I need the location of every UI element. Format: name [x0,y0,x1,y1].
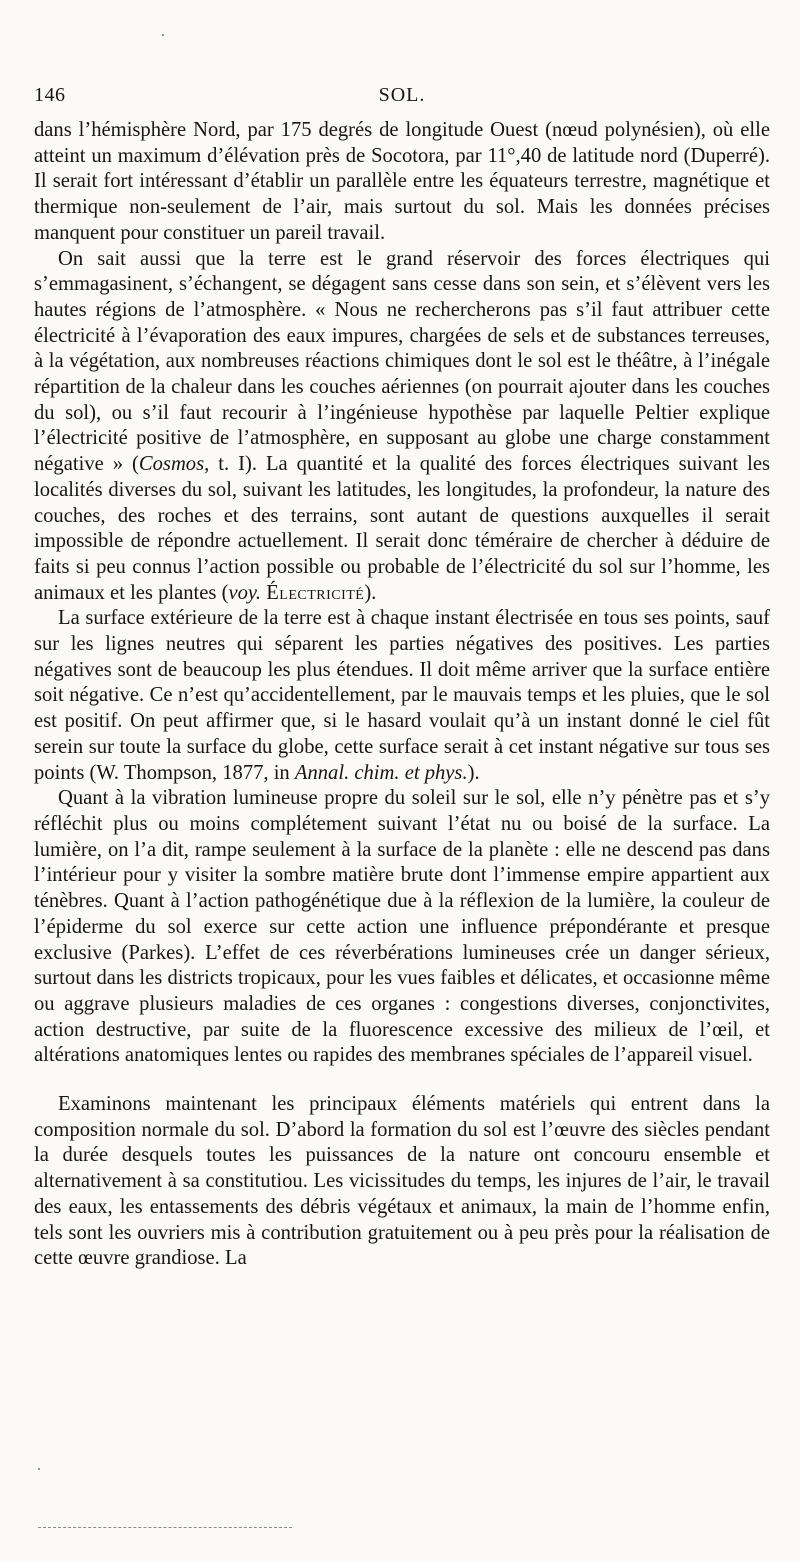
footer-rule [38,1527,292,1528]
paragraph [34,247,770,607]
text-run: Examinons maintenant les principaux éléments matériels qui entrent dans la composition normale du sol. D’abord la formation du sol est l’œuvre des siècles pendant la durée desquels toutes les puissances de la nature ont concouru ensemble et alternativement à sa constitutiou. Les vicissitudes du temps, les injures de l’air, le travail des eaux, les entassements des débris végétaux et animaux, la main de l’homme enfin, tels sont les ouvriers mis à contribution gratuitement ou à peu près pour la réalisation de cette œuvre grandiose. La [34,1093,770,1270]
body-text [34,118,770,1272]
text-run: Quant à la vibration lumineuse propre du soleil sur le sol, elle n’y pénètre pas et s’y réfléchit plus ou moins complétement suivant l’état nu ou boisé de la surface. La lumière, on l’a dit, rampe seulement à la surface de la planète : elle ne descend pas dans l’intérieur pour y visiter la sombre matière brute dont l’immense empire appartient aux ténèbres. Quant à l’action pathogénétique due à la réflexion de la lumière, la couleur de l’épiderme du sol exerce sur cette action une influence prépondérante et presque exclusive (Parkes). L’effet de ces réverbérations lumineuses crée un danger sérieux, surtout dans les districts tropicaux, pour les vues faibles et délicates, et occasionne même ou aggrave plusieurs maladies de ces organes : congestions diverses, conjonctivites, action destructive, par suite de la fluorescence excessive des milieux de l’œil, et altérations anatomiques lentes ou rapides des membranes spéciales de l’appareil visuel. [34,787,770,1067]
paragraph [34,118,770,247]
small-caps-text: Électricité [266,581,365,604]
text-run: ). [467,761,480,784]
text-run: La surface extérieure de la terre est à chaque instant électrisée en tous ses points, sauf sur les lignes neutres qui séparent les parties négatives des positives. Les parties négatives sont de beaucoup les plus étendues. Il doit même arriver que la surface entière soit négative. Ce n’est qu’accidentellement, par le mauvais temps et les pluies, que le sol est positif. On peut affirmer que, si le hasard voulait qu’à un instant donné le ciel fût serein sur toute la surface du globe, cette surface serait à cet instant négative sur tous ses points (W. Thompson, 1877, in [34,607,770,784]
page-speck [38,1468,40,1470]
page-header [34,84,770,118]
italic-text: Cosmos [138,453,205,476]
page-speck [162,34,164,36]
text-run: , t. I). La quantité et la qualité des forces électriques suivant les localités diverses du sol, suivant les latitudes, les longitudes, la profondeur, la nature des couches, des roches et des terrains, sont autant de questions auxquelles il serait impossible de répondre actuellement. Il serait donc téméraire de chercher à déduire de faits si peu connus l’action possible ou probable de l’électricité du sol sur l’homme, les animaux et les plantes ( [34,453,770,604]
paragraph [34,786,770,1069]
page-number: 146 [34,84,66,106]
paragraph [34,606,770,786]
text-run: dans l’hémisphère Nord, par 175 degrés de longitude Ouest (nœud polynésien), où elle atteint un maximum d’élévation près de Socotora, par 11°,40 de latitude nord (Duperré). Il serait fort intéressant d’établir un parallèle entre les équateurs terrestre, magnétique et thermique non-seulement de l’air, mais surtout du sol. Mais les données précises manquent pour constituer un pareil travail. [34,119,770,244]
text-run: On sait aussi que la terre est le grand réservoir des forces électriques qui s’emmagasinent, s’échangent, se dégagent sans cesse dans son sein, et s’élèvent vers les hautes régions de l’atmosphère. « Nous ne rechercherons pas s’il faut attribuer cette électricité à l’évaporation des eaux impures, chargées de sels et de substances terreuses, à la végétation, aux nombreuses réactions chimiques dont le sol est le théâtre, à l’inégale répartition de la chaleur dans les couches aériennes (on pourrait ajouter dans les couches du sol), ou s’il faut recourir à l’ingénieuse hypothèse par laquelle Peltier explique l’électricité positive de l’atmosphère, en supposant au globe une charge constamment négative » ( [34,247,770,476]
italic-text: Annal. chim. et phys. [294,761,468,784]
text-run: ). [364,581,377,604]
paragraph [34,1092,770,1272]
book-page [34,84,770,1272]
italic-text: voy. [228,581,262,604]
running-title: SOL. [378,84,426,106]
